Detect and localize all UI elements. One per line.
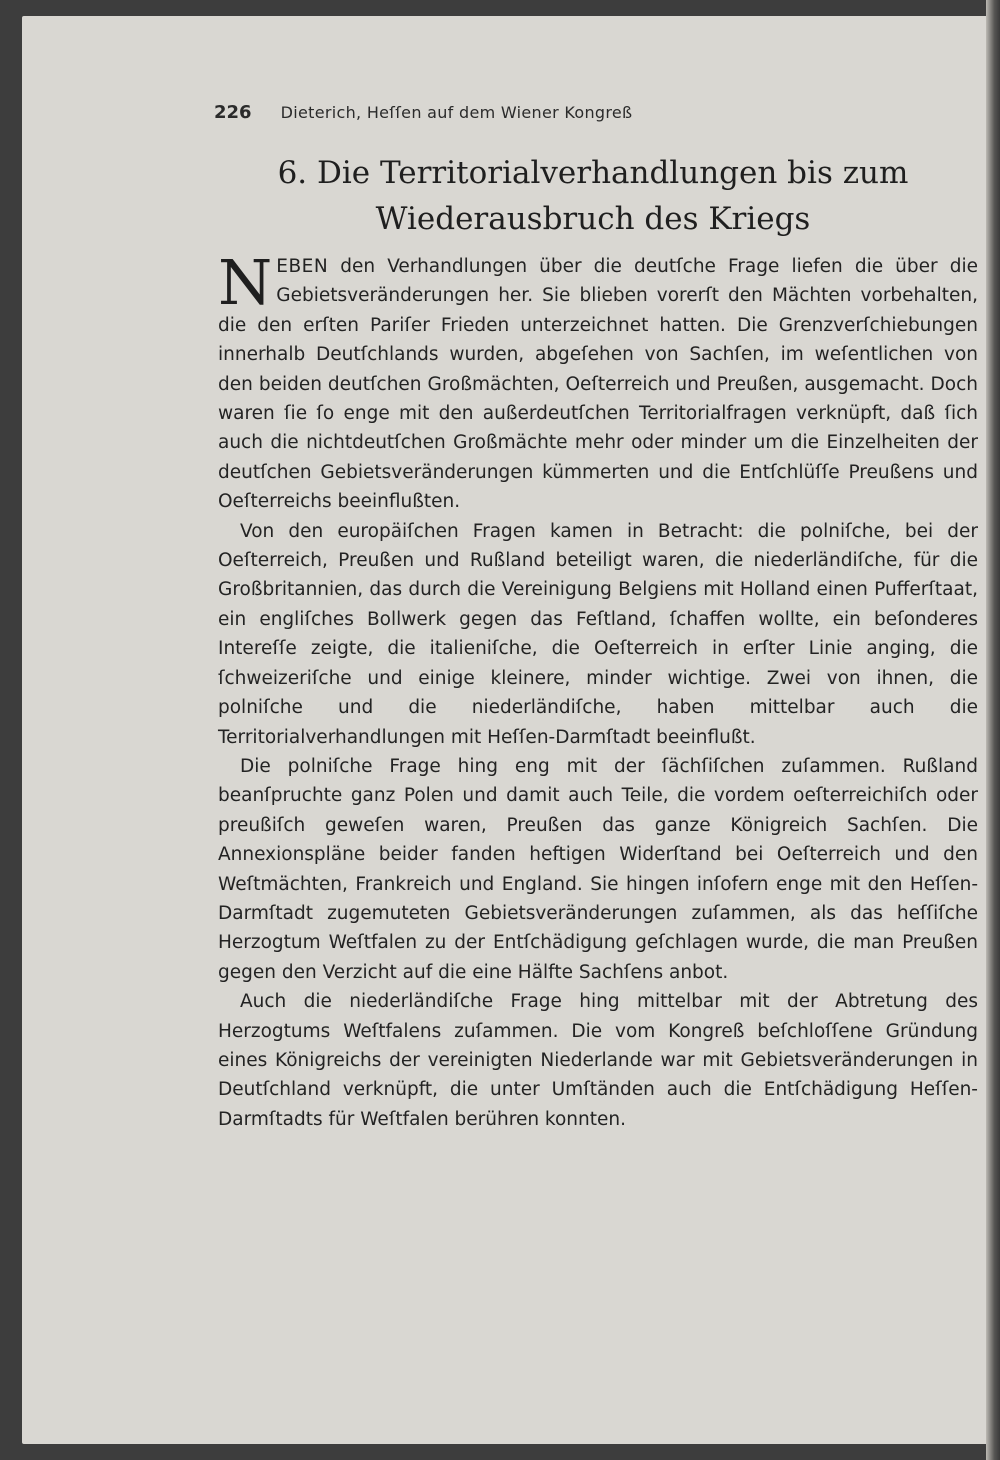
- chapter-title-line-1: 6. Die Territorialverhandlungen bis zum: [277, 155, 909, 191]
- paragraph-1-text: den Verhandlungen über die deutſche Frage liefen die über die Gebietsveränderungen her. Sie blieben vorerſt den Mächten vorbehalten, die den erſten Pariſer Frieden unterzeichnet hatten. Die Grenzverſchiebungen innerhalb Deutſchlands wurden, abgeſehen von Sachſen, im weſentlichen von den beiden deutſchen Großmächten, Oeſterreich und Preußen, ausgemacht. Doch waren ſie ſo enge mit den außerdeutſchen Territorialfragen verknüpft, daß ſich auch die nichtdeutſchen Großmächte mehr oder minder um die Einzelheiten der deutſchen Gebietsveränderungen kümmerten und die Entſchlüſſe Preußens und Oeſterreichs beeinflußten.: [218, 256, 978, 513]
- page-edge-shadow: [986, 0, 1000, 1460]
- drop-cap: N: [218, 246, 273, 319]
- page-number: 226: [214, 102, 252, 123]
- paragraph-4: Auch die niederländiſche Frage hing mittelbar mit der Abtretung des Herzogtums Weſtfalens zuſammen. Die vom Kongreß beſchloſſene Gründung eines Königreichs der vereinigten Niederlande war mit Gebietsveränderungen in Deutſchland verknüpft, die unter Umſtänden auch die Entſchädigung Heſſen-Darmſtadts für Weſtfalen berühren konnten.: [218, 991, 978, 1130]
- paragraph-2: Von den europäiſchen Fragen kamen in Betracht: die polniſche, bei der Oeſterreich, Preußen und Rußland beteiligt waren, die niederländiſche, für die Großbritannien, das durch die Vereinigung Belgiens mit Holland einen Pufferſtaat, ein engliſches Bollwerk gegen das Feſtland, ſchaffen wollte, ein beſonderes Intereſſe zeigte, die italieniſche, die Oeſterreich in erſter Linie anging, die ſchweizeriſche und einige kleinere, minder wichtige. Zwei von ihnen, die polniſche und die niederländiſche, haben mittelbar auch die Territorialverhandlungen mit Heſſen-Darmſtadt beeinflußt.: [218, 520, 978, 748]
- lead-capitals: EBEN: [276, 256, 329, 277]
- book-page: [22, 16, 1000, 1444]
- paragraph-1: [218, 246, 978, 517]
- chapter-title-line-2: Wiederausbruch des Kriegs: [375, 201, 811, 237]
- body-text: [218, 246, 978, 1134]
- paragraph-3: Die polniſche Frage hing eng mit der ſächſiſchen zuſammen. Rußland beanſpruchte ganz Polen und damit auch Teile, die vordem oeſterreichiſch oder preußiſch geweſen waren, Preußen das ganze Königreich Sachſen. Die Annexionspläne beider fanden heftigen Widerſtand bei Oeſterreich und den Weſtmächten, Frankreich und England. Sie hingen inſofern enge mit den Heſſen-Darmſtadt zugemuteten Gebietsveränderungen zuſammen, als das heſſiſche Herzogtum Weſtfalen zu der Entſchädigung geſchlagen wurde, die man Preußen gegen den Verzicht auf die eine Hälfte Sachſens anbot.: [218, 755, 978, 983]
- running-title: Dieterich, Heſſen auf dem Wiener Kongreß: [280, 103, 633, 122]
- running-header: [214, 102, 632, 123]
- chapter-title: [218, 150, 968, 242]
